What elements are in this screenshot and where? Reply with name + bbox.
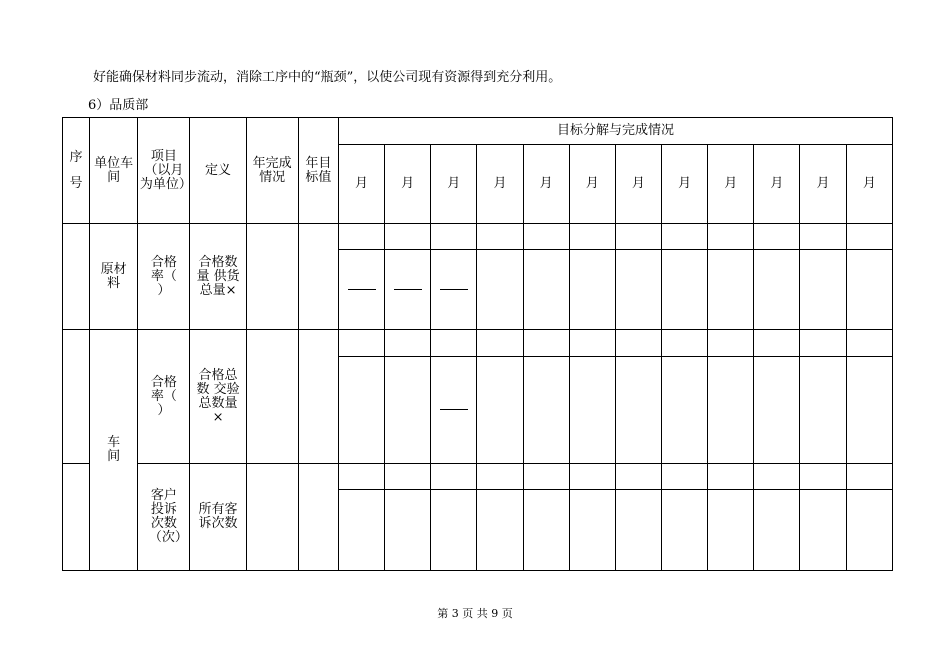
month-cell [338, 224, 384, 250]
month-cell [615, 250, 661, 330]
row-seq [63, 224, 90, 330]
month-cell [800, 250, 846, 330]
header-unit: 单位车间 [90, 118, 138, 224]
row-year-status [246, 330, 298, 464]
month-cell [569, 224, 615, 250]
month-cell [569, 357, 615, 464]
month-header: 月 [846, 145, 892, 224]
month-cell [338, 330, 384, 357]
month-cell [338, 250, 384, 330]
month-cell [569, 250, 615, 330]
month-cell [662, 464, 708, 490]
month-cell [800, 357, 846, 464]
header-breakdown: 目标分解与完成情况 [338, 118, 892, 145]
month-cell [523, 224, 569, 250]
row-seq [63, 464, 90, 571]
month-cell [385, 464, 431, 490]
month-cell [615, 330, 661, 357]
row-unit-workshop: 车间 [90, 330, 138, 571]
row-unit: 原材料 [90, 224, 138, 330]
month-cell [846, 224, 892, 250]
month-cell [523, 330, 569, 357]
month-header: 月 [338, 145, 384, 224]
month-cell [338, 490, 384, 571]
month-cell [846, 490, 892, 571]
month-cell [800, 330, 846, 357]
month-cell [708, 330, 754, 357]
row-seq [63, 330, 90, 464]
intro-paragraph: 好能确保材料同步流动，消除工序中的“瓶颈”，以使公司现有资源得到充分利用。 [93, 70, 562, 85]
month-cell [662, 330, 708, 357]
month-cell [846, 464, 892, 490]
month-header: 月 [708, 145, 754, 224]
month-cell [800, 224, 846, 250]
month-header: 月 [754, 145, 800, 224]
month-cell [662, 250, 708, 330]
month-cell [754, 330, 800, 357]
section-heading: 6）品质部 [88, 98, 149, 113]
month-cell [385, 330, 431, 357]
month-cell [662, 357, 708, 464]
header-seq: 序号 [63, 118, 90, 224]
month-cell [754, 357, 800, 464]
month-cell [708, 490, 754, 571]
row-definition: 合格总数 交验总数量× [190, 330, 246, 464]
month-header: 月 [615, 145, 661, 224]
row-year-target [298, 330, 338, 464]
month-cell [523, 464, 569, 490]
month-cell [523, 357, 569, 464]
header-year-status: 年完成情况 [246, 118, 298, 224]
month-cell [477, 490, 523, 571]
month-cell [846, 357, 892, 464]
month-cell [708, 357, 754, 464]
month-header: 月 [477, 145, 523, 224]
quality-target-table [62, 117, 893, 571]
row-item: 合格率（ ） [138, 330, 190, 464]
month-cell [754, 250, 800, 330]
month-cell [385, 224, 431, 250]
month-header: 月 [800, 145, 846, 224]
month-header: 月 [385, 145, 431, 224]
month-cell [523, 250, 569, 330]
month-cell [338, 464, 384, 490]
header-item: 项目（以月为单位） [138, 118, 190, 224]
month-cell [662, 224, 708, 250]
month-cell [385, 490, 431, 571]
row-year-status [246, 464, 298, 571]
month-cell [338, 357, 384, 464]
month-header: 月 [431, 145, 477, 224]
row-year-status [246, 224, 298, 330]
month-cell [615, 224, 661, 250]
header-definition: 定义 [190, 118, 246, 224]
dash-mark [440, 409, 468, 410]
month-cell [615, 464, 661, 490]
month-cell [846, 330, 892, 357]
month-cell [754, 464, 800, 490]
row-item: 客户投诉次数（次） [138, 464, 190, 571]
month-cell [431, 250, 477, 330]
month-cell [431, 490, 477, 571]
header-year-target: 年目标值 [298, 118, 338, 224]
row-definition: 所有客诉次数 [190, 464, 246, 571]
month-cell [708, 250, 754, 330]
month-cell [385, 357, 431, 464]
month-cell [431, 224, 477, 250]
month-cell [385, 250, 431, 330]
month-cell [800, 490, 846, 571]
month-cell [754, 224, 800, 250]
month-cell [662, 490, 708, 571]
row-definition: 合格数量 供货总量× [190, 224, 246, 330]
month-cell [477, 330, 523, 357]
page-footer: 第 3 页 共 9 页 [437, 607, 513, 620]
month-cell [569, 464, 615, 490]
dash-mark [394, 289, 422, 290]
month-cell [708, 224, 754, 250]
month-cell [615, 490, 661, 571]
dash-mark [348, 289, 376, 290]
row-item: 合格率（ ） [138, 224, 190, 330]
month-cell [431, 357, 477, 464]
month-cell [569, 330, 615, 357]
month-cell [431, 330, 477, 357]
month-cell [431, 464, 477, 490]
row-year-target [298, 464, 338, 571]
dash-mark [440, 289, 468, 290]
month-cell [708, 464, 754, 490]
month-cell [569, 490, 615, 571]
month-cell [523, 490, 569, 571]
row-year-target [298, 224, 338, 330]
month-cell [615, 357, 661, 464]
month-header: 月 [523, 145, 569, 224]
month-cell [477, 464, 523, 490]
month-cell [477, 357, 523, 464]
month-cell [846, 250, 892, 330]
month-cell [477, 250, 523, 330]
month-header: 月 [662, 145, 708, 224]
month-cell [800, 464, 846, 490]
month-header: 月 [569, 145, 615, 224]
month-cell [754, 490, 800, 571]
month-cell [477, 224, 523, 250]
